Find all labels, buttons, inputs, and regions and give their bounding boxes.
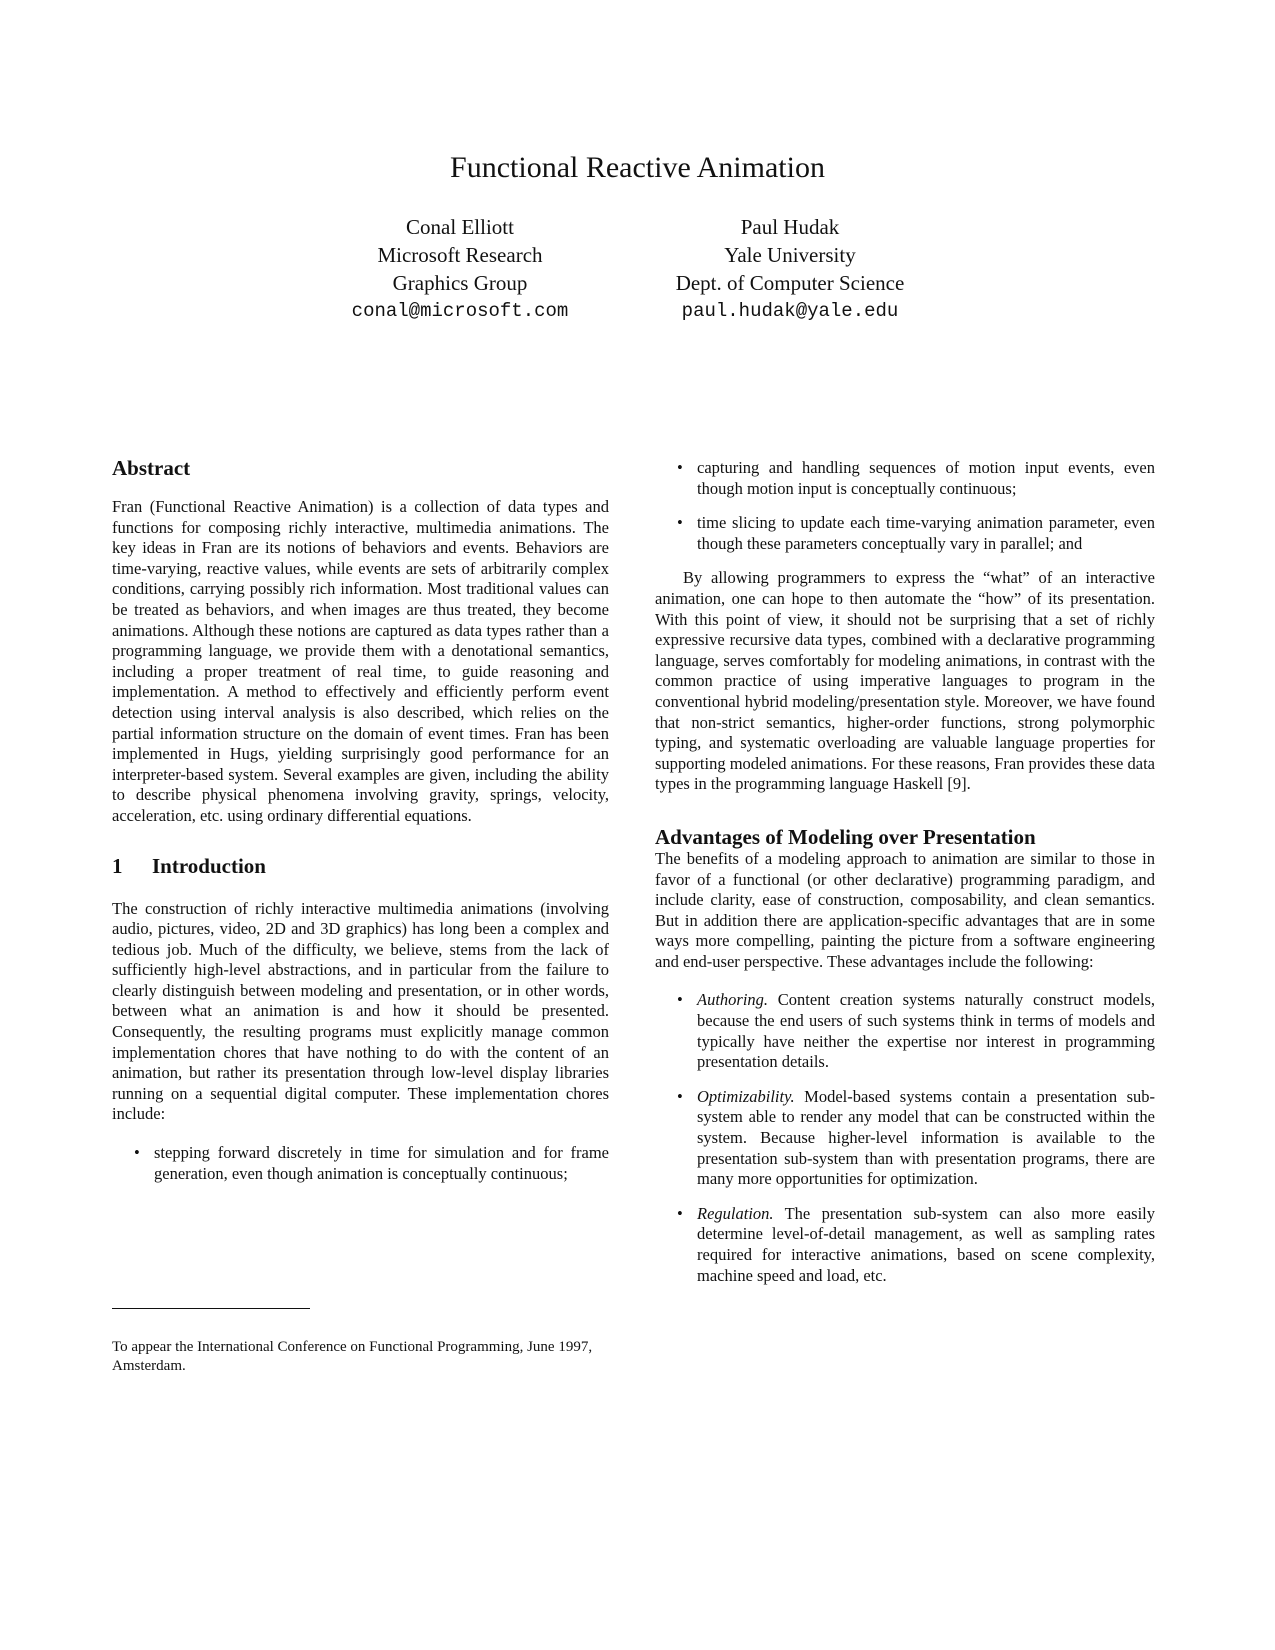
intro-paragraph-2: By allowing programmers to express the “what” of an interactive animation, one can hope to then automate the “how” of its presentation. With this point of view, it should not be surprising that a set of richly expressive recursive data types, combined with a declarative programming language, serves comfortably for modeling animations, in contrast with the common practice of using imperative languages to program in the conventional hybrid modeling/presentation style. Moreover, we have found that non-strict semantics, higher-order functions, strong polymorphic typing, and systematic overloading are valuable language properties for supporting modeled animations. For these reasons, Fran provides these data types in the programming language Haskell [9]. (655, 568, 1155, 794)
author-block-hudak (640, 213, 940, 325)
intro-paragraph: The construction of richly interactive multimedia animations (involving audio, pictures, video, 2D and 3D graphics) has long been a complex and tedious job. Much of the difficulty, we believe, stems from the lack of sufficiently high-level abstractions, and in particular from the failure to clearly distinguish between modeling and presentation, or in other words, between what an animation is and how it should be presented. Consequently, the resulting programs must explicitly manage common implementation chores that have nothing to do with the content of an animation, but rather its presentation through low-level display libraries running on a sequential digital computer. These implementation chores include: (112, 898, 609, 1124)
bullet-icon: • (677, 458, 683, 477)
bullet-icon: • (134, 1143, 140, 1163)
bullet-icon: • (677, 1203, 683, 1223)
advantages-heading: Advantages of Modeling over Presentation (655, 824, 1036, 849)
author-department: Graphics Group (392, 271, 528, 295)
intro-heading (112, 853, 609, 879)
footnote: To appear the International Conference on Functional Programming, June 1997, Amsterdam. (112, 1339, 593, 1374)
list-item: • Regulation. The presentation sub-system can also more easily determine level-of-detail management, as well as sampling rates required for interactive animations, based on scene complexity, machine speed and load, etc. (677, 1203, 1156, 1285)
bullet-icon: • (677, 513, 683, 533)
paper-title: Functional Reactive Animation (450, 151, 825, 184)
author-email: conal@microsoft.com (351, 300, 569, 322)
abstract-heading: Abstract (112, 456, 191, 480)
author-name: Paul Hudak (740, 215, 840, 239)
author-block-elliott (325, 213, 595, 325)
footnote-rule (112, 1308, 310, 1309)
bullet-icon: • (677, 1086, 683, 1106)
list-item: • time slicing to update each time-varying animation parameter, even though these parameters conceptually vary in parallel; and (677, 513, 1155, 553)
right-column (655, 458, 1155, 1300)
list-term: Optimizability. (697, 1086, 795, 1106)
list-term: Authoring. (697, 990, 769, 1010)
left-column (112, 455, 609, 1198)
list-item: • capturing and handling sequences of motion input events, even though motion input is conceptually continuous; (677, 458, 1155, 498)
section-title: Introduction (152, 853, 266, 878)
list-item: • Authoring. Content creation systems naturally construct models, because the end users of such systems think in terms of models and typically have neither the expertise nor interest in programming presentation details. (677, 990, 1155, 1072)
author-email: paul.hudak@yale.edu (681, 300, 899, 322)
abstract-text: Fran (Functional Reactive Animation) is a collection of data types and functions for composing richly interactive, multimedia animations. The key ideas in Fran are its notions of behaviors and events. Behaviors are time-varying, reactive values, while events are sets of arbitrarily complex conditions, carrying possibly rich information. Most traditional values can be treated as behaviors, and when images are thus treated, they become animations. Although these notions are captured as data types rather than a programming language, we provide them with a denotational semantics, including a proper treatment of real time, to guide reasoning and implementation. A method to effectively and efficiently perform event detection using interval analysis is also described, which relies on the partial information structure on the domain of event times. Fran has been implemented in Hugs, yielding surprisingly good performance for an interpreter-based system. Several examples are given, including the ability to describe physical phenomena involving gravity, springs, velocity, acceleration, etc. using ordinary differential equations. (112, 497, 609, 825)
advantages-paragraph: The benefits of a modeling approach to animation are similar to those in favor of a functional (or other declarative) programming paradigm, and include clarity, ease of construction, composability, and clean semantics. But in addition there are application-specific advantages that are in some ways more compelling, painting the picture from a software engineering and end-user perspective. These advantages include the following: (655, 848, 1155, 971)
section-number: 1 (112, 853, 123, 878)
list-term: Regulation. (697, 1203, 774, 1223)
list-item: • Optimizability. Model-based systems contain a presentation sub-system able to render any model that can be constructed within the system. Because higher-level information is available to the presentation sub-system than with presentation programs, there are many more opportunities for optimization. (677, 1086, 1156, 1189)
chores-list-continued (655, 458, 1155, 554)
author-department: Dept. of Computer Science (675, 271, 905, 295)
author-affiliation: Yale University (724, 243, 856, 267)
author-affiliation: Microsoft Research (377, 243, 543, 267)
chores-list (112, 1143, 609, 1184)
bullet-icon: • (677, 990, 683, 1010)
advantages-list (655, 990, 1155, 1286)
list-item: • stepping forward discretely in time for simulation and for frame generation, even though animation is conceptually continuous; (134, 1143, 609, 1183)
author-name: Conal Elliott (406, 215, 514, 239)
